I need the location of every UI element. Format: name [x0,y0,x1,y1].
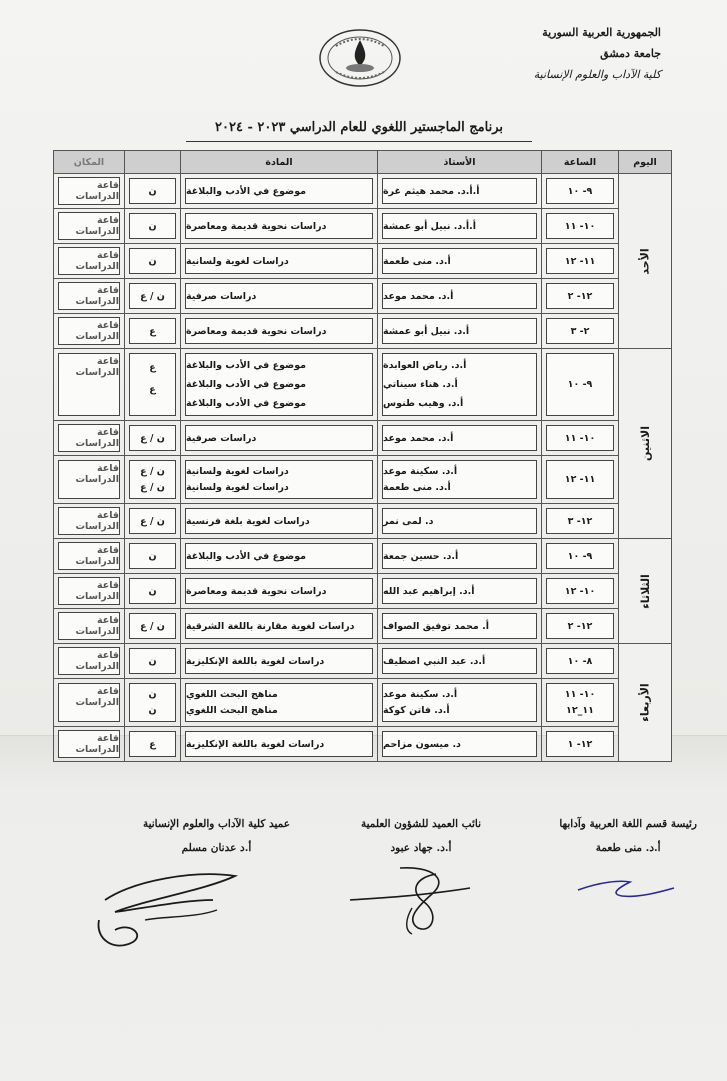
handwritten-signature-icon [570,868,680,908]
session-type-text: ن / ع [140,465,165,477]
table-row [54,209,672,244]
subject-box [185,248,373,274]
session-type-text: ن / ع [140,290,165,302]
subject-cell [181,421,378,456]
place-text: قاعة الدراسات [75,215,119,237]
subject-text: مناهج البحث اللغوي [186,688,278,700]
subject-cell [181,209,378,244]
session-type-text: ن / ع [140,515,165,527]
place-cell [54,279,125,314]
time-box [546,283,614,309]
col-teacher: الأستاذ [378,151,542,174]
handwritten-signature-icon [340,858,480,938]
teacher-box [382,213,537,239]
time-box [546,648,614,674]
col-place: المكان [54,151,125,174]
time-box [546,731,614,757]
subject-text: دراسات نحوية قديمة ومعاصرة [186,220,327,232]
session-type-text: ن [148,705,157,717]
table-row [54,244,672,279]
session-type-text: ن / ع [140,432,165,444]
teacher-box [382,178,537,204]
table-row [54,174,672,209]
time-text: ١٢- ٢ [567,620,593,632]
session-type-cell [125,644,181,679]
teacher-box [382,460,537,499]
session-type-box [129,683,176,722]
session-type-text: ن [148,185,157,197]
subject-text: دراسات لغوية مقارنة باللغة الشرقية [186,620,355,632]
teacher-text: أ.د. محمد موعد [383,432,454,444]
day-cell [619,539,672,644]
signature-block-vice-dean [361,818,481,854]
col-subject: المادة [181,151,378,174]
subject-cell [181,574,378,609]
session-type-box [129,283,176,309]
place-cell [54,314,125,349]
session-type-cell [125,244,181,279]
place-box [58,353,120,416]
time-box [546,543,614,569]
session-type-box [129,213,176,239]
time-cell [542,314,619,349]
time-text: ٨- ١٠ [567,655,593,667]
time-cell [542,574,619,609]
table-row [54,727,672,762]
university-seal-icon [318,28,402,88]
subject-text: دراسات نحوية قديمة ومعاصرة [186,325,327,337]
time-text: ٩- ١٠ [567,379,593,390]
subject-cell [181,279,378,314]
teacher-text: أ.أ.د. نبيل أبو عمشة [383,220,477,232]
session-type-text: ن / ع [140,482,165,494]
time-text: ١٠- ١١ [564,432,596,444]
table-row [54,349,672,421]
session-type-text: ن [148,550,157,562]
subject-box [185,683,373,722]
table-row [54,539,672,574]
place-text: قاعة الدراسات [75,463,119,485]
time-text: ٩- ١٠ [567,550,593,562]
session-type-box [129,318,176,344]
session-type-cell [125,456,181,504]
signature-block-dean [143,818,290,854]
teacher-box [382,248,537,274]
place-cell [54,679,125,727]
subject-box [185,213,373,239]
subject-text: موضوع في الأدب والبلاغة [186,379,307,390]
teacher-text: أ.د. إبراهيم عبد الله [383,585,475,597]
session-type-box [129,460,176,499]
teacher-cell [378,727,542,762]
place-cell [54,644,125,679]
place-text: قاعة الدراسات [75,580,119,602]
time-cell [542,644,619,679]
subject-box [185,648,373,674]
letterhead-faculty: كلية الآداب والعلوم الإنسانية [533,68,661,81]
col-time: الساعة [542,151,619,174]
time-cell [542,504,619,539]
signature-name: أ.د. جهاد عبود [390,842,452,854]
teacher-text: أ.د. عبد النبي اصطيف [383,655,486,667]
subject-text: دراسات صرفية [186,290,257,302]
subject-text: دراسات نحوية قديمة ومعاصرة [186,585,327,597]
session-type-text: ن [148,655,157,667]
subject-box [185,578,373,604]
session-type-text: ن [148,220,157,232]
session-type-text: ع [149,325,156,337]
subject-text: دراسات لغوية بلغة فرنسية [186,515,310,527]
place-cell [54,504,125,539]
teacher-text: أ.د. منى طعمة [383,255,451,267]
time-box [546,460,614,499]
place-text: قاعة الدراسات [75,356,119,378]
day-label: الأحد [638,247,652,275]
time-cell [542,421,619,456]
time-text: ٢- ٣ [570,325,590,337]
time-cell [542,679,619,727]
session-type-box [129,731,176,757]
place-text: قاعة الدراسات [75,545,119,567]
subject-text: موضوع في الأدب والبلاغة [186,550,307,562]
session-type-cell [125,421,181,456]
col-day: اليوم [619,151,672,174]
place-box [58,282,120,310]
place-text: قاعة الدراسات [75,733,119,755]
place-box [58,612,120,640]
place-box [58,247,120,275]
session-type-cell [125,539,181,574]
session-type-cell [125,174,181,209]
session-type-cell [125,679,181,727]
table-row [54,609,672,644]
place-box [58,542,120,570]
subject-text: مناهج البحث اللغوي [186,705,278,717]
teacher-cell [378,314,542,349]
time-box [546,425,614,451]
session-type-box [129,508,176,534]
time-text: ١١_١٢ [566,705,594,717]
time-box [546,318,614,344]
time-box [546,683,614,722]
time-cell [542,174,619,209]
place-cell [54,456,125,504]
table-header-row [54,151,672,174]
place-cell [54,349,125,421]
subject-cell [181,244,378,279]
teacher-text: أ.د. هناء سيناتي [383,379,458,390]
time-text: ١١- ١٢ [564,255,596,267]
subject-box [185,731,373,757]
place-box [58,730,120,758]
subject-cell [181,314,378,349]
teacher-cell [378,279,542,314]
time-text: ١٢- ٣ [567,515,593,527]
document-title: برنامج الماجستير اللغوي للعام الدراسي ٢٠٢٣ - ٢٠٢٤ [215,120,503,135]
subject-text: دراسات لغوية باللغة الإنكليزية [186,655,325,667]
place-box [58,177,120,205]
time-text: ١٢- ٢ [567,290,593,302]
handwritten-signature-icon [85,860,245,960]
teacher-cell [378,644,542,679]
day-label: الأربعاء [638,683,652,722]
teacher-text: أ.د. سكينة موعد [383,465,458,477]
place-cell [54,421,125,456]
time-text: ١٠- ١١ [564,220,596,232]
signature-role: رئيسة قسم اللغة العربية وآدابها [559,818,697,830]
time-box [546,248,614,274]
place-box [58,683,120,722]
subject-cell [181,174,378,209]
teacher-text: أ.د. محمد موعد [383,290,454,302]
signature-name: أ.د عدنان مسلم [181,842,252,854]
time-text: ١١- ١٢ [564,474,596,485]
teacher-cell [378,209,542,244]
table-row [54,679,672,727]
session-type-text: ع [149,738,156,750]
session-type-box [129,248,176,274]
subject-box [185,353,373,416]
subject-box [185,283,373,309]
teacher-box [382,543,537,569]
time-cell [542,727,619,762]
session-type-cell [125,349,181,421]
teacher-box [382,318,537,344]
place-cell [54,174,125,209]
teacher-cell [378,421,542,456]
letterhead-country: الجمهورية العربية السورية [542,26,661,39]
session-type-text: ع [149,361,156,373]
time-cell [542,244,619,279]
teacher-box [382,425,537,451]
time-box [546,178,614,204]
teacher-cell [378,174,542,209]
time-text: ١٢- ١ [567,738,593,750]
place-cell [54,539,125,574]
day-cell [619,644,672,762]
time-box [546,213,614,239]
session-type-cell [125,504,181,539]
session-type-box [129,648,176,674]
teacher-cell [378,504,542,539]
teacher-box [382,508,537,534]
subject-box [185,178,373,204]
place-box [58,317,120,345]
col-type [125,151,181,174]
place-cell [54,574,125,609]
table-row [54,279,672,314]
teacher-text: أ.د. فاتن كوكة [383,705,450,717]
subject-text: دراسات صرفية [186,432,257,444]
subject-box [185,543,373,569]
table-row [54,314,672,349]
subject-box [185,460,373,499]
teacher-text: أ.د. نبيل أبو عمشة [383,325,470,337]
table-row [54,574,672,609]
signature-role: نائب العميد للشؤون العلمية [360,818,481,830]
subject-cell [181,349,378,421]
time-box [546,353,614,416]
session-type-text: ن [148,585,157,597]
teacher-cell [378,539,542,574]
table-row [54,644,672,679]
session-type-text: ع [149,384,156,396]
subject-cell [181,644,378,679]
place-box [58,647,120,675]
session-type-box [129,613,176,639]
place-cell [54,609,125,644]
teacher-text: أ. محمد توفيق الصواف [383,620,489,632]
table-row [54,421,672,456]
teacher-text: د. لمى نمر [383,515,434,527]
teacher-box [382,731,537,757]
session-type-text: ن / ع [140,620,165,632]
place-text: قاعة الدراسات [75,320,119,342]
teacher-box [382,648,537,674]
teacher-text: أ.د. وهيب طنوس [383,398,464,409]
day-label: الاثنين [638,426,652,461]
place-cell [54,727,125,762]
time-cell [542,539,619,574]
place-text: قاعة الدراسات [75,250,119,272]
subject-box [185,318,373,344]
time-text: ١٠- ١٢ [564,585,596,597]
subject-cell [181,679,378,727]
teacher-text: أ.د. رياض العوابدة [383,360,467,371]
session-type-box [129,578,176,604]
place-text: قاعة الدراسات [75,615,119,637]
signature-role: عميد كلية الآداب والعلوم الإنسانية [142,818,290,830]
time-cell [542,456,619,504]
subject-box [185,508,373,534]
session-type-cell [125,727,181,762]
session-type-cell [125,314,181,349]
time-cell [542,279,619,314]
time-cell [542,209,619,244]
place-box [58,424,120,452]
place-box [58,507,120,535]
teacher-cell [378,349,542,421]
subject-box [185,613,373,639]
subject-text: دراسات لغوية ولسانية [186,255,289,267]
day-cell [619,174,672,349]
place-box [58,577,120,605]
day-label: الثلاثاء [638,573,652,609]
teacher-box [382,683,537,722]
time-box [546,508,614,534]
time-cell [542,609,619,644]
teacher-box [382,578,537,604]
time-cell [542,349,619,421]
session-type-text: ن [148,255,157,267]
table-row [54,456,672,504]
teacher-cell [378,456,542,504]
teacher-text: د. ميسون مزاحم [383,738,461,750]
place-cell [54,244,125,279]
time-text: ١٠- ١١ [564,688,596,700]
subject-text: موضوع في الأدب والبلاغة [186,360,307,371]
subject-text: موضوع في الأدب والبلاغة [186,185,307,197]
time-text: ٩- ١٠ [567,185,593,197]
table-row [54,504,672,539]
session-type-box [129,425,176,451]
teacher-text: أ.د. سكينة موعد [383,688,458,700]
teacher-text: أ.د. منى طعمة [383,482,451,494]
place-text: قاعة الدراسات [75,285,119,307]
subject-cell [181,539,378,574]
session-type-cell [125,279,181,314]
subject-text: موضوع في الأدب والبلاغة [186,398,307,409]
place-text: قاعة الدراسات [75,180,119,202]
teacher-box [382,353,537,416]
teacher-text: أ.د. حسين جمعة [383,550,459,562]
place-text: قاعة الدراسات [75,510,119,532]
signature-block-head [559,818,697,854]
teacher-text: أ.أ.د. محمد هيثم غرة [383,185,480,197]
subject-text: دراسات لغوية ولسانية [186,465,289,477]
teacher-box [382,613,537,639]
teacher-cell [378,679,542,727]
subject-cell [181,504,378,539]
teacher-cell [378,574,542,609]
signature-name: أ.د. منى طعمة [595,842,661,854]
subject-cell [181,456,378,504]
session-type-cell [125,574,181,609]
session-type-cell [125,609,181,644]
session-type-cell [125,209,181,244]
teacher-box [382,283,537,309]
place-box [58,212,120,240]
teacher-cell [378,244,542,279]
place-text: قاعة الدراسات [75,427,119,449]
subject-cell [181,727,378,762]
place-cell [54,209,125,244]
letterhead-university: جامعة دمشق [600,47,661,60]
letterhead [534,22,661,85]
day-cell [619,349,672,539]
session-type-box [129,543,176,569]
session-type-text: ن [148,688,157,700]
session-type-box [129,353,176,416]
schedule-table [53,150,672,762]
teacher-cell [378,609,542,644]
place-text: قاعة الدراسات [75,650,119,672]
subject-text: دراسات لغوية ولسانية [186,482,289,494]
subject-text: دراسات لغوية باللغة الإنكليزية [186,738,325,750]
session-type-box [129,178,176,204]
subject-box [185,425,373,451]
time-box [546,613,614,639]
time-box [546,578,614,604]
place-box [58,460,120,499]
title-underline [186,141,532,142]
place-text: قاعة الدراسات [75,686,119,708]
subject-cell [181,609,378,644]
